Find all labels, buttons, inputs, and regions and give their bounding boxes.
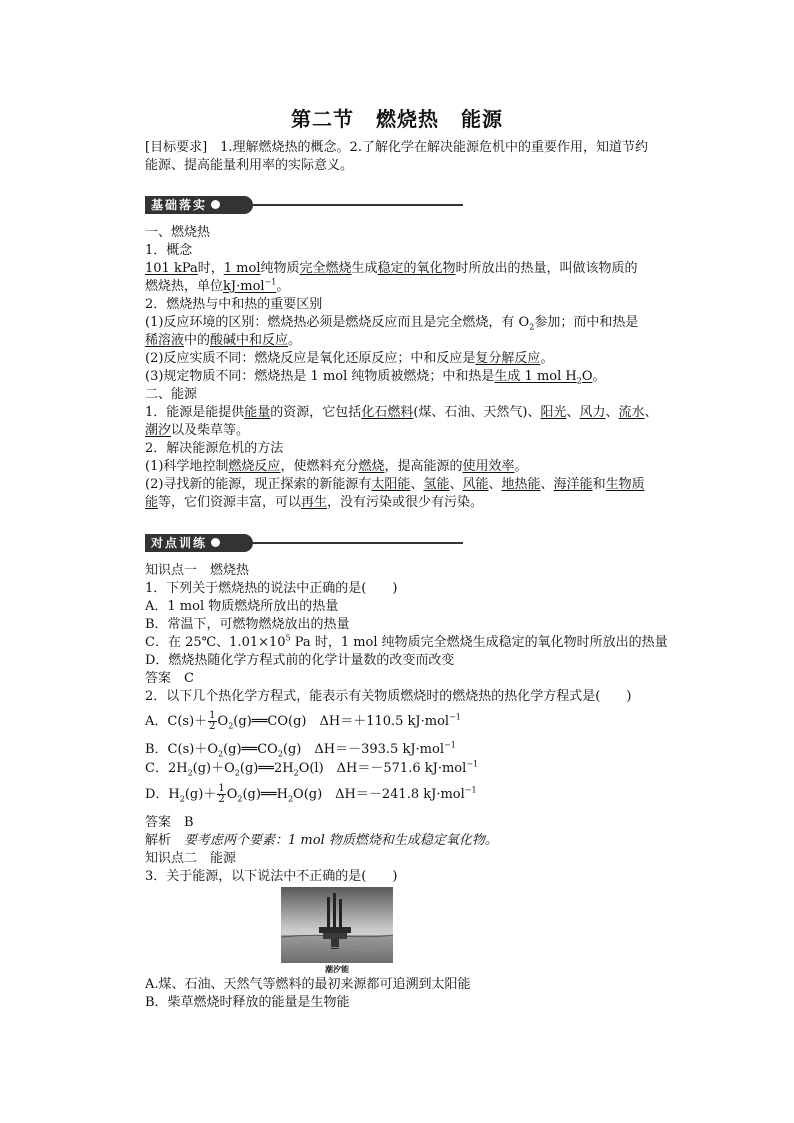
goals-line-1: [目标要求] 1.理解燃烧热的概念。2.了解化学在解决能源危机中的重要作用，知道节约 [145,140,648,155]
knowledge-point-2: 知识点二 能源 [145,851,237,866]
dot-icon [211,200,220,209]
energy-line-1: 1．能源是能提供能量的资源，它包括化石燃料(煤、石油、天然气)、阳光、风力、流水、 [145,405,658,420]
section-banner-practice [145,534,465,552]
title-part-1: 第二节 [291,107,354,131]
solution-2-cont: 能等，它们资源丰富，可以再生，没有污染或很少有污染。 [145,495,484,510]
q1-option-c: C．在 25℃、$1.01\times 10^5$ Pa 时，1 mol 纯物质完全燃烧生成稳定的氧化物时所放出的热量 [145,633,668,650]
divider [245,204,463,206]
question-3: 3．关于能源，以下说法中不正确的是( ) [145,869,398,884]
goals-line-2: 能源、提高能量利用率的实际意义。 [145,158,354,173]
q1-option-d: D．燃烧热随化学方程式前的化学计量数的改变而改变 [145,653,455,668]
title-part-2: 燃烧热 [376,107,439,131]
q3-option-b: B．柴草燃烧时释放的能量是生物能 [145,995,350,1010]
knowledge-point-1: 知识点一 燃烧热 [145,563,250,578]
definition-line-1: 101 kPa时，1 mol纯物质完全燃烧生成稳定的氧化物时所放出的热量，叫做该物质的 [145,261,638,276]
banner-label: 基础落实 [151,198,208,212]
answer-1: 答案 C [145,671,194,686]
difference-3: (3)规定物质不同：燃烧热是 1 mol 纯物质被燃烧；中和热是生成 1 mol $H_2O$。 [145,369,606,386]
q2-option-b: B．$C(s)+O_2(g)══CO_2(g)$ ΔH＝－393.5 kJ·mol$^{-1}$ [145,740,456,759]
tidal-tower-image [281,887,393,963]
q2-option-a: A．C(s)＋ $\frac{1}{2}$ $O_2(g)══CO(g)$ ΔH＝＋110.5 kJ·mol$^{-1}$ [145,710,461,732]
subheading-solutions: 2．解决能源危机的方法 [145,441,284,456]
section-banner-basics [145,196,465,214]
difference-1-cont: 稀溶液中的酸碱中和反应。 [145,333,302,348]
banner-label: 对点训练 [151,536,208,550]
solution-2: (2)寻找新的能源，现正探索的新能源有太阳能、氢能、风能、地热能、海洋能和生物质 [145,477,645,492]
photo-caption: 潮汐能 [325,965,349,974]
q2-option-d: D．$H_2(g)+$ $\frac{1}{2}$ $O_2(g)══H_2O(g)$ ΔH＝－241.8 kJ·mol$^{-1}$ [145,783,477,805]
divider [245,542,463,544]
q1-option-a: A．1 mol 物质燃烧所放出的热量 [145,599,339,614]
question-2: 2．以下几个热化学方程式，能表示有关物质燃烧时的燃烧热的热化学方程式是( ) [145,689,632,704]
q2-option-c: C．$2H_2(g)+O_2(g)══2H_2O(l)$ ΔH＝－571.6 kJ·mol$^{-1}$ [145,759,479,778]
title-part-3: 能源 [461,107,503,131]
difference-1: (1)反应环境的区别：燃烧热必须是燃烧反应而且是完全燃烧，有 $O_2$参加；而中和热是 [145,315,639,332]
page-title [0,103,794,132]
answer-2: 答案 B [145,815,194,830]
subheading-difference: 2．燃烧热与中和热的重要区别 [145,297,323,312]
question-1: 1．下列关于燃烧热的说法中正确的是( ) [145,581,398,596]
heading-energy: 二、能源 [145,387,198,402]
difference-2: (2)反应实质不同：燃烧反应是氧化还原反应；中和反应是复分解反应。 [145,351,554,366]
explanation-2: 解析 要考虑两个要素：1 mol 物质燃烧和生成稳定氧化物。 [145,833,498,848]
heading-combustion-heat: 一、燃烧热 [145,225,211,240]
q1-option-b: B．常温下，可燃物燃烧放出的热量 [145,617,350,632]
definition-line-2: 燃烧热，单位kJ·mol$^{-1}$。 [145,277,290,294]
solution-1: (1)科学地控制燃烧反应，使燃料充分燃烧，提高能源的使用效率。 [145,459,528,474]
q3-option-a: A.煤、石油、天然气等燃料的最初来源都可追溯到太阳能 [145,977,471,992]
subheading-concept: 1．概念 [145,243,193,258]
tidal-power-photo [281,887,393,963]
energy-line-2: 潮汐以及柴草等。 [145,423,250,438]
dot-icon [211,538,220,547]
